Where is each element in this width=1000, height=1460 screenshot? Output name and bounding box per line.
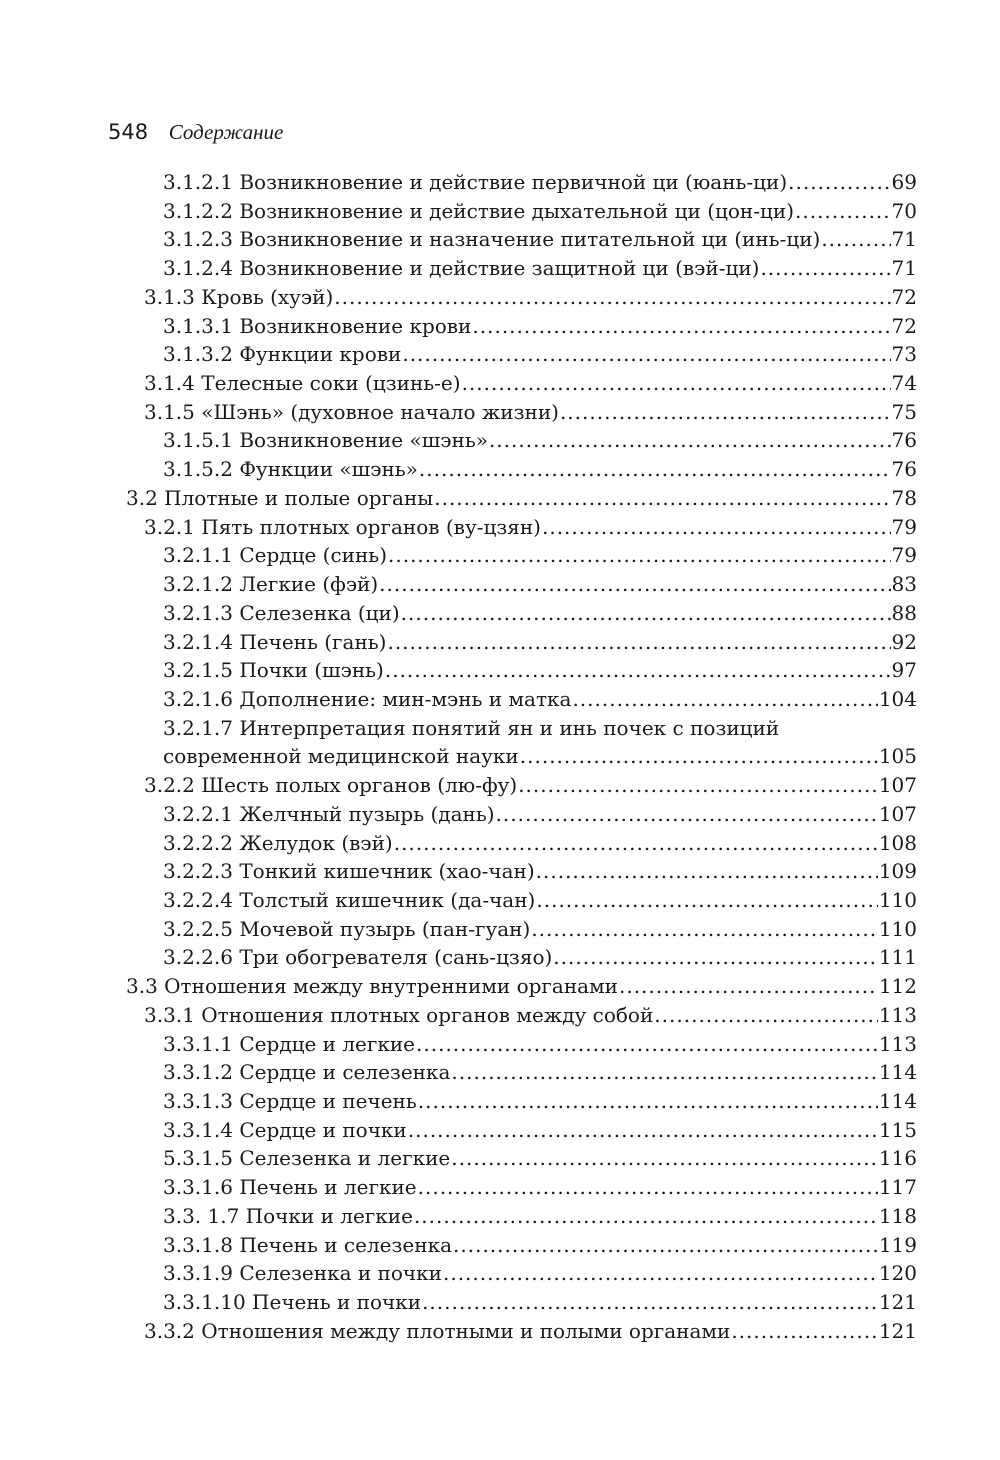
toc-page-number: 75 [891, 399, 917, 424]
toc-entry[interactable] [0, 1317, 1000, 1346]
toc-entry[interactable] [0, 800, 1000, 829]
dot-leader [531, 915, 877, 944]
toc-entry[interactable] [0, 1231, 1000, 1260]
toc-page-number: 92 [891, 629, 917, 654]
toc-entry[interactable] [0, 771, 1000, 800]
toc-entry[interactable] [0, 398, 1000, 427]
dot-leader [619, 972, 878, 1001]
toc-entry[interactable] [0, 1058, 1000, 1087]
dot-leader [496, 800, 878, 829]
toc-entry-title: 3.1.3.2 Функции крови [163, 342, 402, 367]
toc-page-number: 78 [891, 485, 917, 510]
toc-page-number: 69 [891, 170, 917, 194]
toc-entry-title: 3.1.2.1 Возникновение и действие первичной ци (юань-ци) [163, 170, 788, 194]
toc-page-number: 121 [878, 1290, 917, 1315]
dot-leader [520, 742, 878, 771]
toc-entry[interactable] [0, 197, 1000, 226]
toc-entry-title: 3.1.5 «Шэнь» (духовное начало жизни) [144, 399, 559, 424]
toc-entry-title: 3.3.1.9 Селезенка и почки [163, 1261, 442, 1286]
toc-page-number: 79 [891, 543, 917, 568]
toc-page-number: 74 [891, 371, 917, 396]
toc-entry[interactable] [0, 685, 1000, 714]
toc-entry-title: 3.3.1.8 Печень и селезенка [163, 1232, 453, 1257]
toc-entry-title: 3.1.5.2 Функции «шэнь» [163, 457, 418, 482]
toc-page-number: 110 [878, 887, 917, 912]
toc-entry[interactable] [0, 283, 1000, 312]
dot-leader [418, 1087, 878, 1116]
toc-entry-title: 3.2.2.6 Три обогревателя (сань-цзяо) [163, 945, 553, 970]
dot-leader [462, 369, 891, 398]
toc-entry-title: 3.1.4 Телесные соки (цзинь-е) [144, 371, 461, 396]
page-number: 548 [108, 120, 149, 144]
dot-leader [795, 197, 891, 226]
toc-entry-title: 3.3.1.3 Сердце и печень [163, 1089, 417, 1113]
toc-page-number: 79 [891, 514, 917, 539]
toc-page-number: 88 [891, 600, 917, 625]
toc-entry[interactable] [0, 886, 1000, 915]
toc-entry-title: 5.3.1.5 Селезенка и легкие [163, 1146, 451, 1171]
toc-entry[interactable] [0, 915, 1000, 944]
toc-entry-title-continuation: современной медицинской науки [163, 744, 519, 769]
dot-leader [760, 254, 890, 283]
toc-page-number: 71 [891, 256, 917, 281]
dot-leader [821, 225, 890, 254]
toc-page-number: 121 [878, 1318, 917, 1343]
toc-page-number: 107 [878, 773, 917, 798]
dot-leader [572, 685, 877, 714]
toc-entry-title: 3.3.1 Отношения плотных органов между собой [144, 1002, 654, 1027]
dot-leader [542, 513, 891, 542]
dot-leader [553, 943, 878, 972]
toc-entry[interactable] [0, 254, 1000, 283]
toc-entry[interactable] [0, 168, 1000, 197]
toc-entry-title: 3.3.1.6 Печень и легкие [163, 1175, 417, 1200]
toc-page-number: 73 [891, 342, 917, 367]
dot-leader [654, 1001, 878, 1030]
toc-entry[interactable] [0, 225, 1000, 254]
toc-entry-title: 3.3.1.10 Печень и почки [163, 1290, 422, 1315]
toc-page-number: 110 [878, 916, 917, 941]
toc-entry-title: 3.3 Отношения между внутренними органами [126, 974, 618, 999]
toc-entry-title: 3.3.2 Отношения между плотными и полыми органами [144, 1318, 731, 1343]
dot-leader [518, 771, 878, 800]
toc-entry[interactable] [0, 1030, 1000, 1059]
dot-leader [388, 541, 891, 570]
toc-page-number: 113 [878, 1002, 917, 1027]
toc-entry[interactable] [0, 513, 1000, 542]
toc-page-number: 107 [878, 801, 917, 826]
toc-page-number: 104 [878, 686, 917, 711]
toc-page-number: 105 [878, 744, 917, 769]
dot-leader [536, 857, 878, 886]
toc-entry[interactable] [0, 628, 1000, 657]
toc-entry-title: 3.3.1.1 Сердце и легкие [163, 1031, 416, 1056]
toc-entry[interactable] [0, 857, 1000, 886]
toc-entry-title: 3.2.2.2 Желудок (вэй) [163, 830, 393, 855]
toc-page-number: 114 [878, 1089, 917, 1113]
toc-entry[interactable] [0, 340, 1000, 369]
toc-page-number: 97 [891, 658, 917, 683]
toc-entry-title: 3.1.2.4 Возникновение и действие защитной ци (вэй-ци) [163, 256, 760, 281]
toc-entry-title: 3.1.3.1 Возникновение крови [163, 313, 472, 338]
toc-entry[interactable] [0, 599, 1000, 628]
dot-leader [416, 1030, 878, 1059]
toc-entry-title: 3.2.1.4 Печень (гань) [163, 629, 387, 654]
toc-page-number: 112 [878, 974, 917, 999]
toc-entry-title: 3.1.3 Кровь (хуэй) [144, 284, 334, 309]
dot-leader [451, 1144, 878, 1173]
toc-entry-continuation[interactable] [0, 742, 1000, 771]
dot-leader [334, 283, 890, 312]
toc-entry[interactable] [0, 656, 1000, 685]
toc-entry[interactable] [0, 829, 1000, 858]
dot-leader [788, 168, 890, 197]
toc-page-number: 117 [878, 1175, 917, 1200]
toc-page-number: 76 [891, 457, 917, 482]
dot-leader [408, 1116, 878, 1145]
toc-entry[interactable] [0, 1288, 1000, 1317]
toc-page-number: 116 [878, 1146, 917, 1171]
dot-leader [394, 829, 878, 858]
toc-entry[interactable] [0, 1202, 1000, 1231]
dot-leader [560, 398, 891, 427]
toc-entry-title: 3.1.2.3 Возникновение и назначение питательной ци (инь-ци) [163, 227, 821, 252]
dot-leader [434, 484, 890, 513]
toc-entry[interactable] [0, 1259, 1000, 1288]
toc-entry-title: 3.2.2.4 Толстый кишечник (да-чан) [163, 887, 536, 912]
toc-entry-title: 3.2.1.6 Дополнение: мин-мэнь и матка [163, 686, 572, 711]
toc-page-number: 118 [878, 1203, 917, 1228]
toc-page-number: 76 [891, 428, 917, 453]
toc-entry-title: 3.2.1.5 Почки (шэнь) [163, 658, 384, 683]
dot-leader [401, 599, 891, 628]
toc-entry-title: 3.2.2.5 Мочевой пузырь (пан-гуан) [163, 916, 531, 941]
dot-leader [451, 1058, 877, 1087]
dot-leader [414, 1202, 878, 1231]
toc-page-number: 113 [878, 1031, 917, 1056]
toc-page-number: 109 [878, 859, 917, 884]
toc-entry[interactable] [0, 369, 1000, 398]
toc-page-number: 83 [891, 572, 917, 597]
toc-entry[interactable] [0, 1144, 1000, 1173]
toc-entry-title: 3.3. 1.7 Почки и легкие [163, 1203, 413, 1228]
toc-entry[interactable] [0, 1001, 1000, 1030]
toc-entry-title: 3.2.1 Пять плотных органов (ву-цзян) [144, 514, 541, 539]
dot-leader [536, 886, 877, 915]
toc-entry-title: 3.2.2 Шесть полых органов (лю-фу) [144, 773, 518, 798]
toc-entry-title: 3.2 Плотные и полые органы [126, 485, 434, 510]
toc-entry-title: 3.1.5.1 Возникновение «шэнь» [163, 428, 488, 453]
dot-leader [385, 656, 891, 685]
toc-page-number: 70 [891, 198, 917, 223]
dot-leader [489, 426, 891, 455]
toc-entry-title: 3.2.1.3 Селезенка (ци) [163, 600, 400, 625]
toc-entry[interactable] [0, 943, 1000, 972]
dot-leader [379, 570, 890, 599]
dot-leader [402, 340, 890, 369]
dot-leader [418, 1173, 878, 1202]
dot-leader [472, 312, 890, 341]
dot-leader [422, 1288, 878, 1317]
dot-leader [731, 1317, 877, 1346]
toc-page-number: 114 [878, 1060, 917, 1085]
toc-entry[interactable] [0, 484, 1000, 513]
toc-entry[interactable] [0, 714, 1000, 743]
toc-entry-title: 3.3.1.2 Сердце и селезенка [163, 1060, 451, 1085]
toc-entry[interactable] [0, 541, 1000, 570]
dot-leader [453, 1231, 878, 1260]
toc-page-number: 111 [878, 945, 917, 970]
toc-page-number: 71 [891, 227, 917, 252]
dot-leader [387, 628, 890, 657]
dot-leader [443, 1259, 878, 1288]
toc-page-number: 120 [878, 1261, 917, 1286]
toc-entry[interactable] [0, 972, 1000, 1001]
toc-page-number: 119 [878, 1232, 917, 1257]
running-header [108, 118, 283, 146]
toc-entry[interactable] [0, 1116, 1000, 1145]
toc-page-number: 72 [891, 284, 917, 309]
toc-entry-title: 3.2.2.1 Желчный пузырь (дань) [163, 801, 495, 826]
toc-entry-title: 3.2.1.7 Интерпретация понятий ян и инь почек с позиций [163, 715, 780, 740]
toc-page-number: 72 [891, 313, 917, 338]
toc-page-number: 108 [878, 830, 917, 855]
toc-entry[interactable] [0, 312, 1000, 341]
toc-entry[interactable] [0, 1173, 1000, 1202]
table-of-contents [0, 168, 1000, 1345]
toc-entry-title: 3.2.1.1 Сердце (синь) [163, 543, 387, 568]
toc-entry-title: 3.2.1.2 Легкие (фэй) [163, 572, 379, 597]
toc-entry[interactable] [0, 426, 1000, 455]
toc-page-number: 115 [878, 1117, 917, 1142]
toc-entry-title: 3.2.2.3 Тонкий кишечник (хао-чан) [163, 859, 535, 884]
dot-leader [419, 455, 891, 484]
toc-entry-title: 3.3.1.4 Сердце и почки [163, 1117, 407, 1142]
toc-entry[interactable] [0, 455, 1000, 484]
running-title: Содержание [168, 120, 284, 144]
toc-entry[interactable] [0, 1087, 1000, 1116]
toc-entry-title: 3.1.2.2 Возникновение и действие дыхательной ци (цон-ци) [163, 198, 794, 223]
toc-entry[interactable] [0, 570, 1000, 599]
